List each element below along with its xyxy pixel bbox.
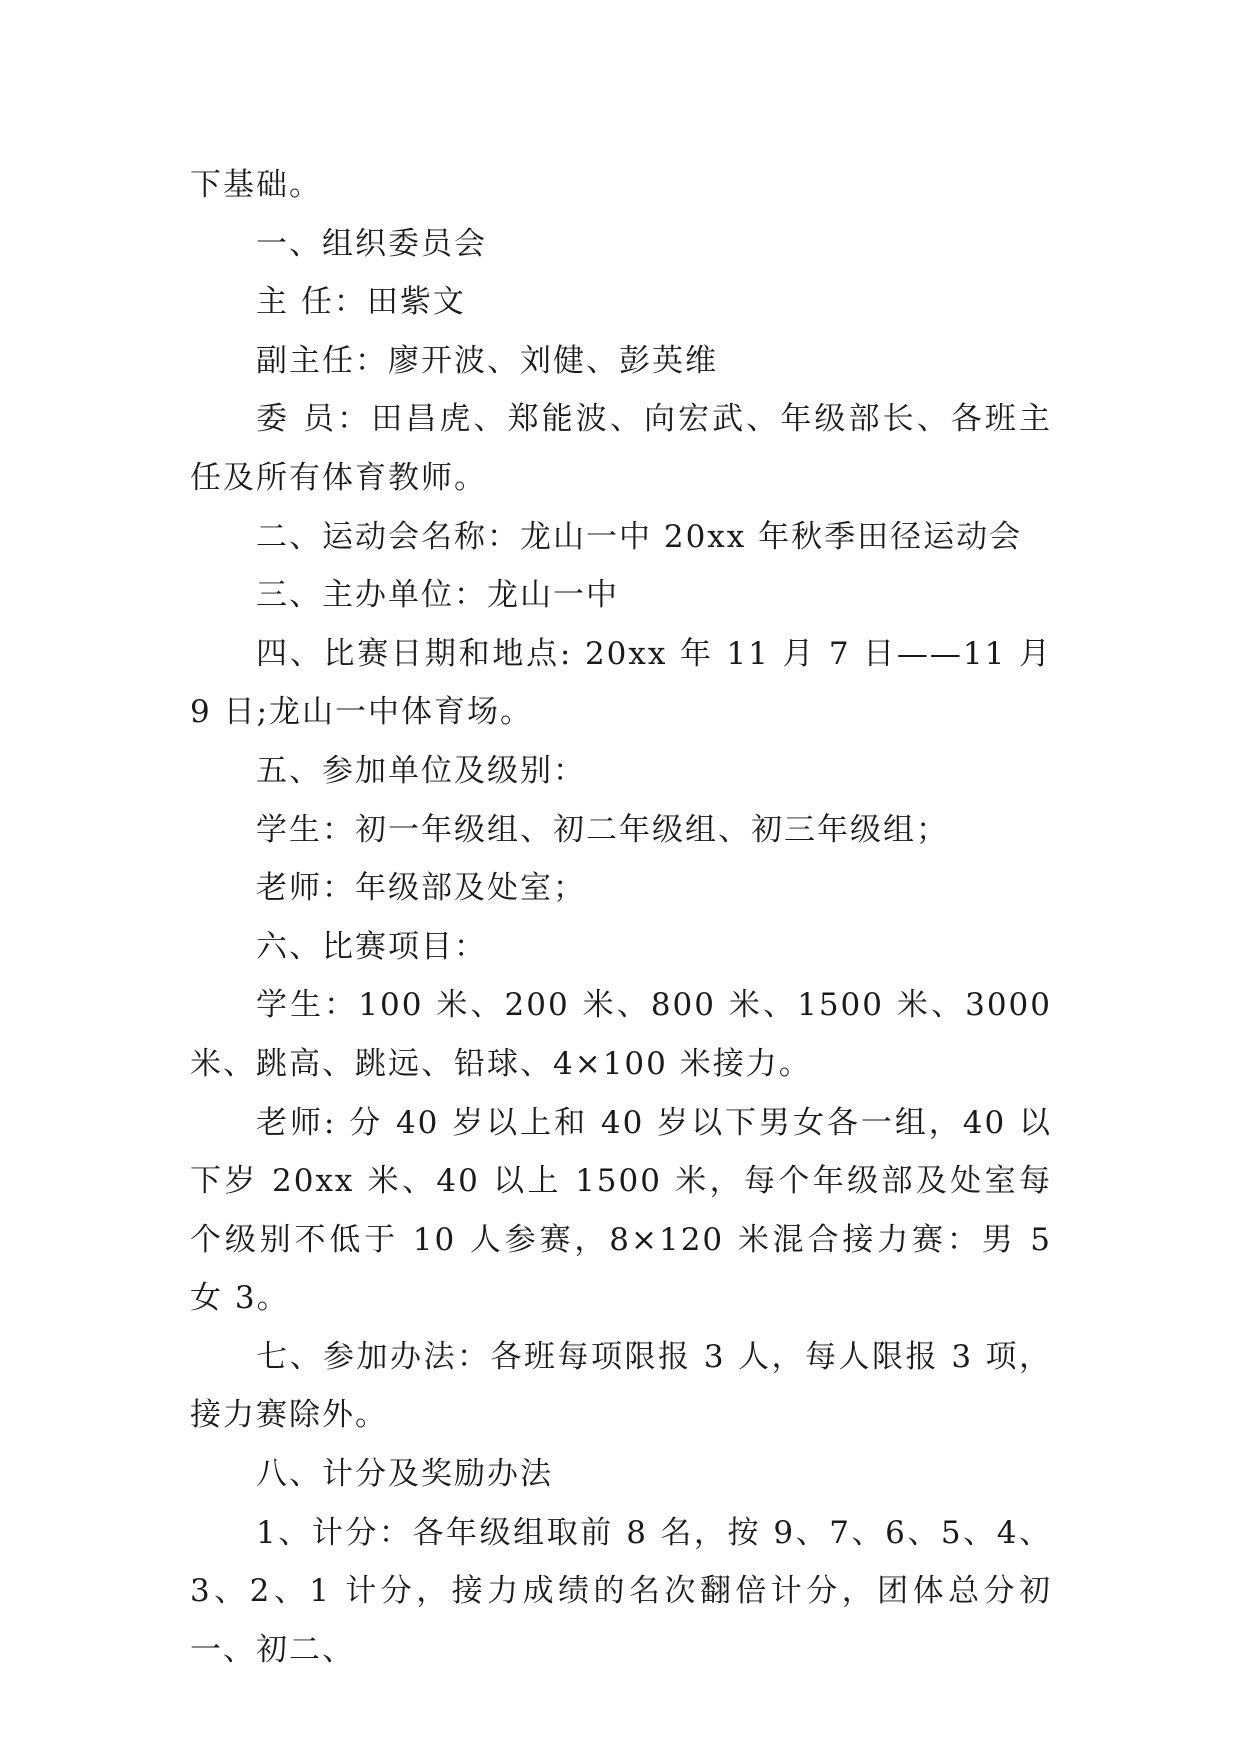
committee-director: 主 任：田紫文 <box>256 284 466 321</box>
meet-name: 二、运动会名称：龙山一中 20xx 年秋季田径运动会 <box>256 518 1023 555</box>
paragraph-continuation: 下基础。 <box>190 167 322 203</box>
organizer: 三、主办单位：龙山一中 <box>256 577 619 614</box>
heading-organizing-committee: 一、组织委员会 <box>256 225 487 262</box>
committee-deputy-directors: 副主任：廖开波、刘健、彭英维 <box>256 342 718 379</box>
document-body <box>190 156 1052 1679</box>
heading-scoring-awards: 八、计分及奖励办法 <box>256 1456 553 1493</box>
heading-participants: 五、参加单位及级别： <box>256 752 586 789</box>
scoring-rules: 1、计分：各年级组取前 8 名，按 9、7、6、5、4、3、2、1 计分，接力成绩的名次翻倍计分，团体总分初一、初二、 <box>190 1514 1052 1668</box>
entry-rules: 七、参加办法：各班每项限报 3 人，每人限报 3 项，接力赛除外。 <box>190 1338 1052 1434</box>
events-students: 学生：100 米、200 米、800 米、1500 米、3000 米、跳高、跳远、铅球、4×100 米接力。 <box>190 987 1052 1082</box>
participants-teachers: 老师：年级部及处室； <box>256 870 586 907</box>
participants-students: 学生：初一年级组、初二年级组、初三年级组； <box>256 811 949 848</box>
committee-members: 委 员：田昌虎、郑能波、向宏武、年级部长、各班主任及所有体育教师。 <box>190 401 1052 496</box>
date-and-venue: 四、比赛日期和地点: 20xx 年 11 月 7 日——11 月 9 日;龙山一中体育场。 <box>190 635 1052 731</box>
events-teachers: 老师: 分 40 岁以上和 40 岁以下男女各一组，40 以下岁 20xx 米、40 以上 1500 米，每个年级部及处室每个级别不低于 10 人参赛，8×120 米混合接力赛：男 5 女 3。 <box>190 1104 1052 1317</box>
heading-events: 六、比赛项目： <box>256 928 487 965</box>
